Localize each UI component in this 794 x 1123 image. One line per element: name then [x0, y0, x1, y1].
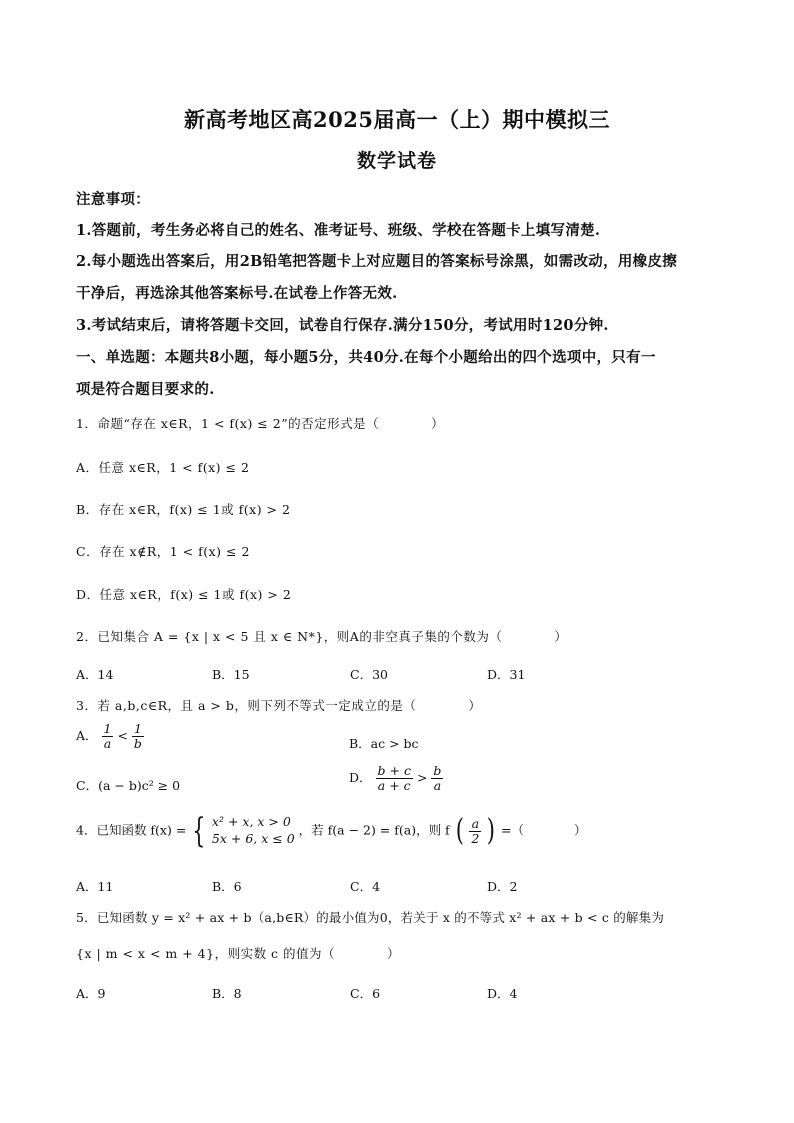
question-5-stem: 5．已知函数 y = x² + ax + b（a,b∈R）的最小值为0，若关于 x 的不等式 x² + ax + b < c 的解集为	[76, 910, 665, 925]
question-1-option-c: C．存在 x∉R，1 < f(x) ≤ 2	[76, 544, 250, 559]
question-2-option-b: B．15	[212, 667, 250, 682]
left-paren: (	[455, 813, 464, 848]
exam-title: 新高考地区高2025届高一（上）期中模拟三	[184, 107, 610, 132]
question-4-stem	[76, 811, 587, 851]
question-1-option-a: A．任意 x∈R，1 < f(x) ≤ 2	[76, 460, 250, 475]
notice-item-2: 2.每小题选出答案后，用2B铅笔把答题卡上对应题目的答案标号涂黑，如需改动，用橡皮擦	[76, 253, 678, 270]
question-5-option-d: D．4	[487, 986, 518, 1001]
greater-than-sign: >	[416, 769, 428, 785]
notice-item-1: 1.答题前，考生务必将自己的姓名、准考证号、班级、学校在答题卡上填写清楚.	[76, 222, 601, 239]
notice-item-2-cont: 干净后，再选涂其他答案标号.在试卷上作答无效.	[76, 285, 398, 302]
fraction-b-plus-c-over-a-plus-c: $\frac{b + c}{a + c}$	[377, 763, 411, 793]
question-4-suffix: =（ ）	[501, 822, 587, 838]
question-2-option-a: A．14	[76, 667, 114, 682]
fraction-b-over-a: $\frac{b}{a}$	[433, 763, 442, 793]
fraction-a-over-2: $\frac{a}{2}$	[471, 815, 480, 846]
notice-heading: 注意事项：	[76, 191, 150, 208]
question-2-stem: 2．已知集合 A = {x | x < 5 且 x ∈ N*}，则A的非空真子集的个数为（ ）	[76, 629, 568, 644]
question-1-stem: 1．命题“存在 x∈R，1 < f(x) ≤ 2”的否定形式是（ ）	[76, 416, 445, 431]
piecewise-case-2: 5x + 6, x ≤ 0	[211, 831, 295, 846]
question-3-stem: 3．若 a,b,c∈R，且 a > b，则下列不等式一定成立的是（ ）	[76, 698, 482, 713]
question-4-option-b: B．6	[212, 879, 242, 894]
question-3-option-a	[76, 722, 144, 751]
piecewise-case-1: x² + x, x > 0	[211, 814, 291, 830]
option-a-label: A．	[76, 727, 98, 743]
less-than-sign: <	[117, 727, 128, 743]
section-heading-cont: 项是符合题目要求的.	[76, 381, 215, 398]
question-3-option-b: B．ac > bc	[349, 736, 419, 751]
notice-item-3: 3.考试结束后，请将答题卡交回，试卷自行保存.满分150分，考试用时120分钟.	[76, 317, 609, 334]
fraction-1-over-a: $\frac{1}{a}$	[103, 721, 112, 751]
question-3-option-d	[349, 764, 443, 793]
question-2-option-c: C．30	[350, 667, 388, 682]
section-heading: 一、单选题：本题共8小题，每小题5分，共40分.在每个小题给出的四个选项中，只有一	[76, 349, 656, 366]
piecewise-cases	[212, 814, 295, 848]
question-2-option-d: D．31	[487, 667, 526, 682]
question-3-option-c: C．(a − b)c² ≥ 0	[76, 778, 181, 793]
question-5-option-c: C．6	[350, 986, 381, 1001]
question-4-prefix: 4．已知函数 f(x) =	[76, 822, 187, 838]
question-5-option-a: A．9	[76, 986, 106, 1001]
right-paren: )	[487, 813, 496, 848]
question-1-option-b: B．存在 x∈R，f(x) ≤ 1或 f(x) > 2	[76, 502, 291, 517]
option-d-label: D．	[349, 769, 372, 785]
left-brace: {	[192, 811, 206, 851]
question-4-option-c: C．4	[350, 879, 381, 894]
question-1-option-d: D．任意 x∈R，f(x) ≤ 1或 f(x) > 2	[76, 587, 292, 602]
question-5-stem-cont: {x | m < x < m + 4}，则实数 c 的值为（ ）	[76, 946, 401, 961]
question-4-option-d: D．2	[487, 879, 518, 894]
question-4-middle: ，若 f(a − 2) = f(a)，则 f	[298, 822, 450, 838]
question-4-option-a: A．11	[76, 879, 114, 894]
exam-subtitle: 数学试卷	[356, 150, 437, 172]
question-5-option-b: B．8	[212, 986, 242, 1001]
fraction-1-over-b: $\frac{1}{b}$	[133, 721, 142, 751]
